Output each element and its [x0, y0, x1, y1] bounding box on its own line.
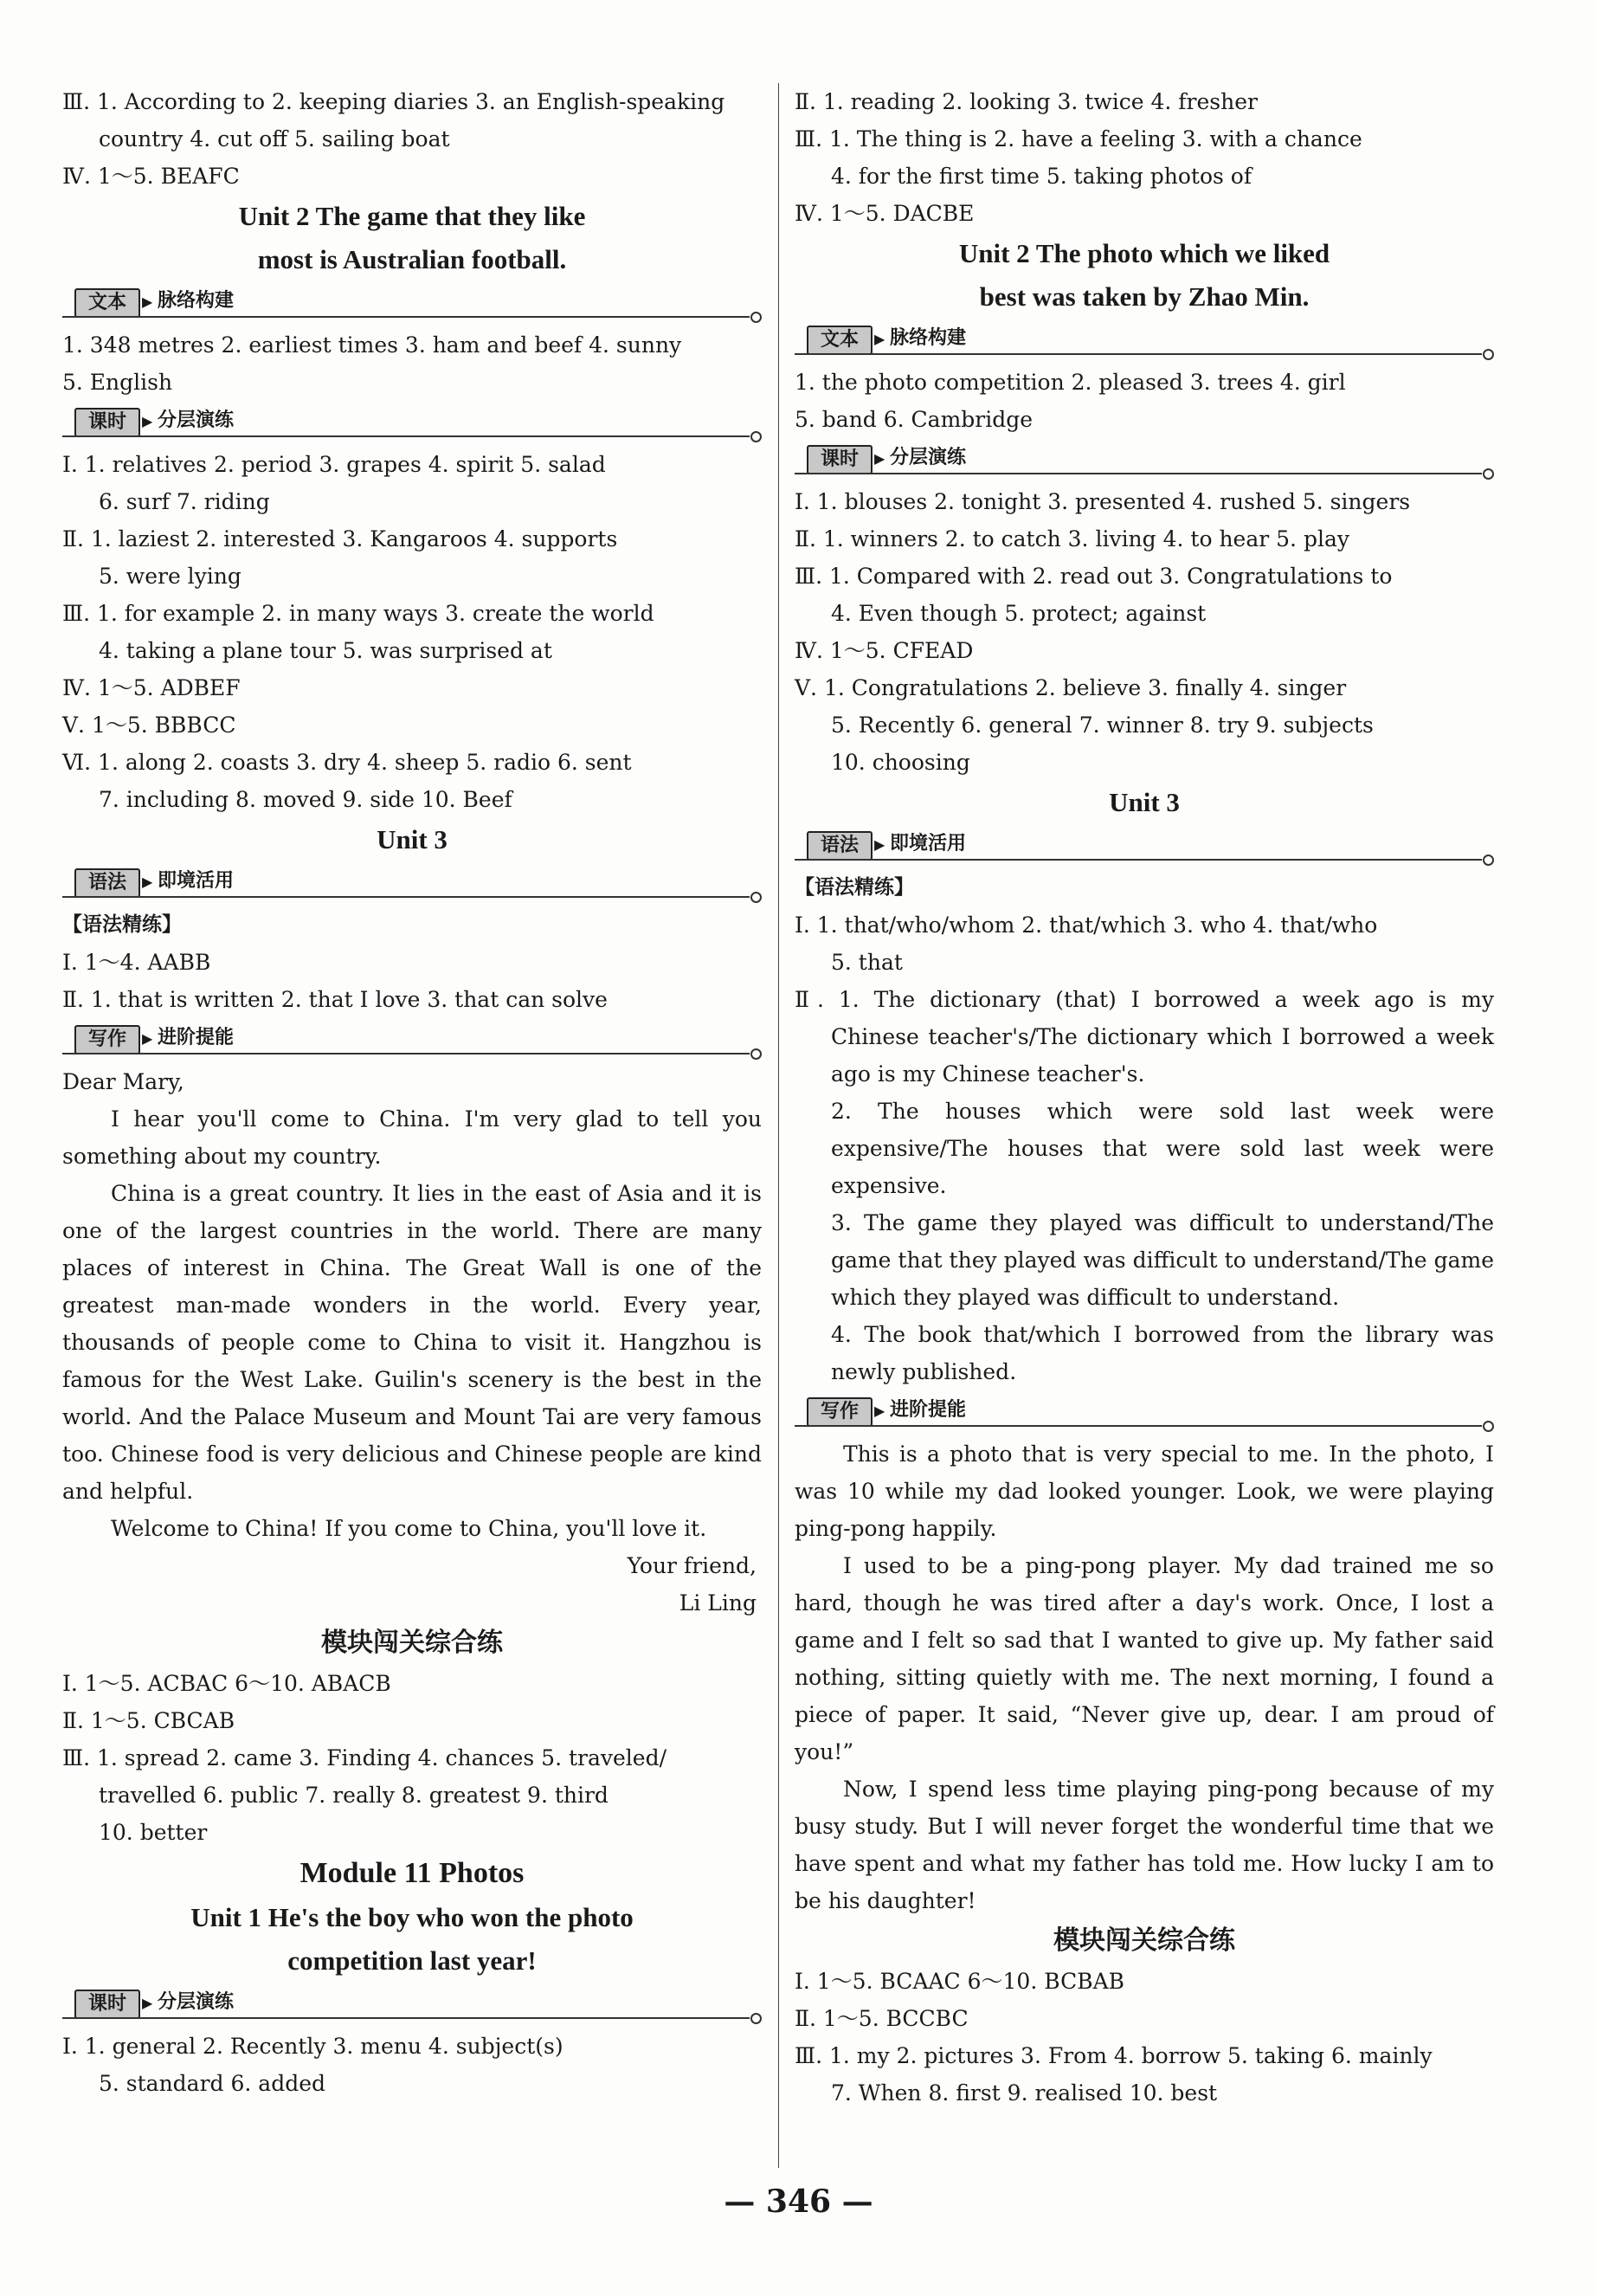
module-test-title: 模块闯关综合练 — [1053, 1925, 1235, 1956]
section-rule — [62, 1053, 750, 1054]
answer-line: 10. choosing — [831, 750, 970, 775]
answer-line: Ⅱ. 1. winners 2. to catch 3. living 4. to hear 5. play — [795, 526, 1349, 551]
answer-line: 4. taking a plane tour 5. was surprised at — [99, 638, 552, 663]
section-header — [795, 1396, 1494, 1432]
unit-title-line: most is Australian football. — [257, 244, 567, 274]
arrow-icon: ▶ — [142, 874, 153, 890]
module-test-title: 模块闯关综合练 — [321, 1628, 503, 1658]
section-rule — [62, 435, 750, 437]
section-name: 分层演练 — [890, 447, 967, 468]
sub-section-label: 【语法精练】 — [795, 876, 914, 899]
section-header — [795, 443, 1494, 480]
section-tag: 写作 — [807, 1397, 873, 1427]
arrow-icon: ▶ — [142, 413, 153, 429]
answer-line: country 4. cut off 5. sailing boat — [99, 126, 450, 152]
page-number: — 346 — — [724, 2183, 873, 2220]
essay-paragraph: This is a photo that is very special to me. In the photo, I was 10 while my dad looked younger. Look, we were playing ping-pong happily. — [795, 1441, 1494, 1541]
letter-closing: Your friend, — [627, 1553, 757, 1578]
section-rule — [62, 2017, 750, 2019]
answer-line: travelled 6. public 7. really 8. greatest 9. third — [99, 1783, 609, 1808]
answer-line: Ⅴ. 1～5. BBBCC — [62, 713, 236, 738]
rule-end-circle-icon — [750, 892, 762, 903]
answer-line: 4. Even though 5. protect; against — [831, 601, 1207, 626]
rule-end-circle-icon — [750, 312, 762, 323]
answer-line: Ⅰ. 1. blouses 2. tonight 3. presented 4. rushed 5. singers — [795, 489, 1411, 514]
unit-title-line: best was taken by Zhao Min. — [979, 281, 1310, 312]
answer-line: Ⅰ. 1～5. BCAAC 6～10. BCBAB — [795, 1969, 1124, 1994]
section-tag: 课时 — [74, 1990, 140, 2019]
section-tag: 语法 — [807, 831, 873, 861]
section-rule — [795, 473, 1482, 474]
unit-title — [62, 195, 762, 281]
rule-end-circle-icon — [750, 1048, 762, 1060]
answer-line: Ⅰ. 1～5. ACBAC 6～10. ABACB — [62, 1671, 391, 1696]
answer-line: Ⅱ. 1～5. CBCAB — [62, 1708, 235, 1733]
answer-paragraph: 3. The game they played was difficult to understand/The game that they played was difficult to understand/The game which they played was difficult to understand. — [831, 1210, 1494, 1310]
unit-title — [795, 232, 1494, 319]
section-tag: 课时 — [807, 445, 873, 474]
answer-line: 5. were lying — [99, 564, 241, 589]
section-tag: 文本 — [74, 288, 140, 318]
answer-line: Ⅳ. 1～5. ADBEF — [62, 675, 241, 700]
answer-line: 7. When 8. first 9. realised 10. best — [831, 2080, 1218, 2106]
unit-title-line: Unit 1 He's the boy who won the photo — [190, 1902, 634, 1932]
rule-end-circle-icon — [1483, 855, 1494, 866]
arrow-icon: ▶ — [874, 450, 885, 467]
answer-line: 5. Recently 6. general 7. winner 8. try 9. subjects — [831, 713, 1374, 738]
answer-line: Ⅳ. 1～5. CFEAD — [795, 638, 974, 663]
section-header — [795, 324, 1494, 360]
answer-paragraph: 4. The book that/which I borrowed from the library was newly published. — [831, 1322, 1494, 1384]
section-name: 即境活用 — [890, 833, 967, 855]
arrow-icon: ▶ — [142, 293, 153, 310]
unit-title — [62, 1896, 762, 1983]
answer-line: 10. better — [99, 1820, 208, 1845]
answer-line: Ⅰ. 1～4. AABB — [62, 950, 211, 975]
answer-line: Ⅱ. 1. laziest 2. interested 3. Kangaroos 4. supports — [62, 526, 618, 551]
section-name: 即境活用 — [158, 870, 235, 892]
section-name: 分层演练 — [158, 1991, 235, 2013]
section-rule — [795, 859, 1482, 861]
answer-line: Ⅰ. 1. general 2. Recently 3. menu 4. subject(s) — [62, 2034, 563, 2059]
answer-line: 5. that — [831, 950, 903, 975]
answer-line: 6. surf 7. riding — [99, 489, 270, 514]
answer-line: Ⅰ. 1. relatives 2. period 3. grapes 4. spirit 5. salad — [62, 452, 606, 477]
arrow-icon: ▶ — [874, 331, 885, 347]
answer-line: Ⅱ. 1～5. BCCBC — [795, 2006, 969, 2031]
answer-line: 1. 348 metres 2. earliest times 3. ham and beef 4. sunny — [62, 332, 682, 358]
answer-line: Ⅰ. 1. that/who/whom 2. that/which 3. who 4. that/who — [795, 913, 1378, 938]
answer-line: Ⅲ. 1. spread 2. came 3. Finding 4. chances 5. traveled/ — [62, 1745, 666, 1770]
rule-end-circle-icon — [750, 2013, 762, 2024]
left-column — [62, 83, 762, 2102]
answer-line: Ⅱ. 1. that is written 2. that I love 3. that can solve — [62, 987, 608, 1012]
section-tag: 语法 — [74, 868, 140, 898]
letter-paragraph: I hear you'll come to China. I'm very glad to tell you something about my country. — [62, 1106, 762, 1169]
answer-paragraph: Ⅱ. 1. The dictionary (that) I borrowed a week ago is my Chinese teacher's/The dictionary which I borrowed a week ago is my Chinese teacher's. — [795, 987, 1494, 1087]
section-header — [62, 406, 762, 442]
section-name: 进阶提能 — [158, 1027, 235, 1048]
module-title: Module 11 Photos — [299, 1857, 525, 1889]
answer-line: Ⅲ. 1. for example 2. in many ways 3. create the world — [62, 601, 654, 626]
answer-line: 1. the photo competition 2. pleased 3. trees 4. girl — [795, 370, 1346, 395]
unit-title-line: Unit 2 The photo which we liked — [958, 238, 1330, 268]
arrow-icon: ▶ — [142, 1030, 153, 1047]
section-tag: 课时 — [74, 408, 140, 437]
answer-line: Ⅲ. 1. Compared with 2. read out 3. Congratulations to — [795, 564, 1393, 589]
unit-title: Unit 3 — [377, 824, 448, 855]
answer-line: 5. band 6. Cambridge — [795, 407, 1034, 432]
section-name: 脉络构建 — [158, 290, 235, 312]
section-header — [795, 829, 1494, 866]
section-rule — [62, 316, 750, 318]
letter-paragraph: China is a great country. It lies in the east of Asia and it is one of the largest countries in the world. There are many places of interest in China. The Great Wall is one of the greatest man-made wonders in the world. Every year, thousands of people come to China to visit it. Hangzhou is famous for the West Lake. Guilin's scenery is the best in the world. And the Palace Museum and Mount Tai are very famous too. Chinese food is very delicious and Chinese people are kind and helpful. — [62, 1181, 762, 1504]
section-header — [62, 1988, 762, 2024]
letter-salutation: Dear Mary, — [62, 1069, 184, 1094]
rule-end-circle-icon — [1483, 349, 1494, 360]
answer-line: Ⅴ. 1. Congratulations 2. believe 3. finally 4. singer — [795, 675, 1347, 700]
letter-paragraph: Welcome to China! If you come to China, you'll love it. — [111, 1516, 707, 1541]
unit-title: Unit 3 — [1109, 787, 1180, 817]
answer-line: 5. English — [62, 370, 173, 395]
section-rule — [62, 896, 750, 898]
arrow-icon: ▶ — [874, 1403, 885, 1419]
letter-signature: Li Ling — [679, 1590, 757, 1616]
essay-paragraph: Now, I spend less time playing ping-pong because of my busy study. But I will never forget the wonderful time that we have spent and what my father has told me. How lucky I am to be his daughter! — [795, 1777, 1494, 1913]
section-tag: 文本 — [807, 326, 873, 355]
answer-line: Ⅳ. 1～5. DACBE — [795, 201, 975, 226]
essay-paragraph: I used to be a ping-pong player. My dad trained me so hard, though he was tired after a day's work. Once, I lost a game and I felt so sad that I wanted to give up. My father said nothing, sitting quietly with me. The next morning, I found a piece of paper. It said, “Never give up, dear. I am proud of you!” — [795, 1553, 1494, 1764]
section-rule — [795, 353, 1482, 355]
answer-line: Ⅱ. 1. reading 2. looking 3. twice 4. fresher — [795, 89, 1258, 114]
answer-line: 7. including 8. moved 9. side 10. Beef — [99, 787, 512, 812]
rule-end-circle-icon — [1483, 468, 1494, 480]
answer-line: Ⅲ. 1. According to 2. keeping diaries 3. an English-speaking — [62, 89, 725, 114]
answer-line: Ⅲ. 1. my 2. pictures 3. From 4. borrow 5. taking 6. mainly — [795, 2043, 1433, 2068]
answer-line: 4. for the first time 5. taking photos of — [831, 164, 1252, 189]
section-name: 进阶提能 — [890, 1399, 967, 1421]
section-header — [62, 867, 762, 903]
section-rule — [795, 1425, 1482, 1427]
column-divider — [778, 83, 779, 2168]
answer-line: 5. standard 6. added — [99, 2071, 325, 2096]
section-header — [62, 287, 762, 323]
arrow-icon: ▶ — [874, 836, 885, 853]
rule-end-circle-icon — [750, 431, 762, 442]
unit-title-line: competition last year! — [287, 1945, 537, 1976]
right-column — [795, 83, 1494, 2112]
section-name: 分层演练 — [158, 410, 235, 431]
section-name: 脉络构建 — [890, 327, 967, 349]
unit-title-line: Unit 2 The game that they like — [238, 201, 586, 231]
sub-section-label: 【语法精练】 — [62, 913, 182, 936]
answer-line: Ⅵ. 1. along 2. coasts 3. dry 4. sheep 5. radio 6. sent — [62, 750, 632, 775]
answer-paragraph: 2. The houses which were sold last week were expensive/The houses that were sold last week were expensive. — [831, 1099, 1494, 1198]
section-header — [62, 1023, 762, 1060]
section-tag: 写作 — [74, 1025, 140, 1054]
answer-line: Ⅲ. 1. The thing is 2. have a feeling 3. with a chance — [795, 126, 1362, 152]
arrow-icon: ▶ — [142, 1995, 153, 2011]
answer-line: Ⅳ. 1～5. BEAFC — [62, 164, 240, 189]
rule-end-circle-icon — [1483, 1421, 1494, 1432]
